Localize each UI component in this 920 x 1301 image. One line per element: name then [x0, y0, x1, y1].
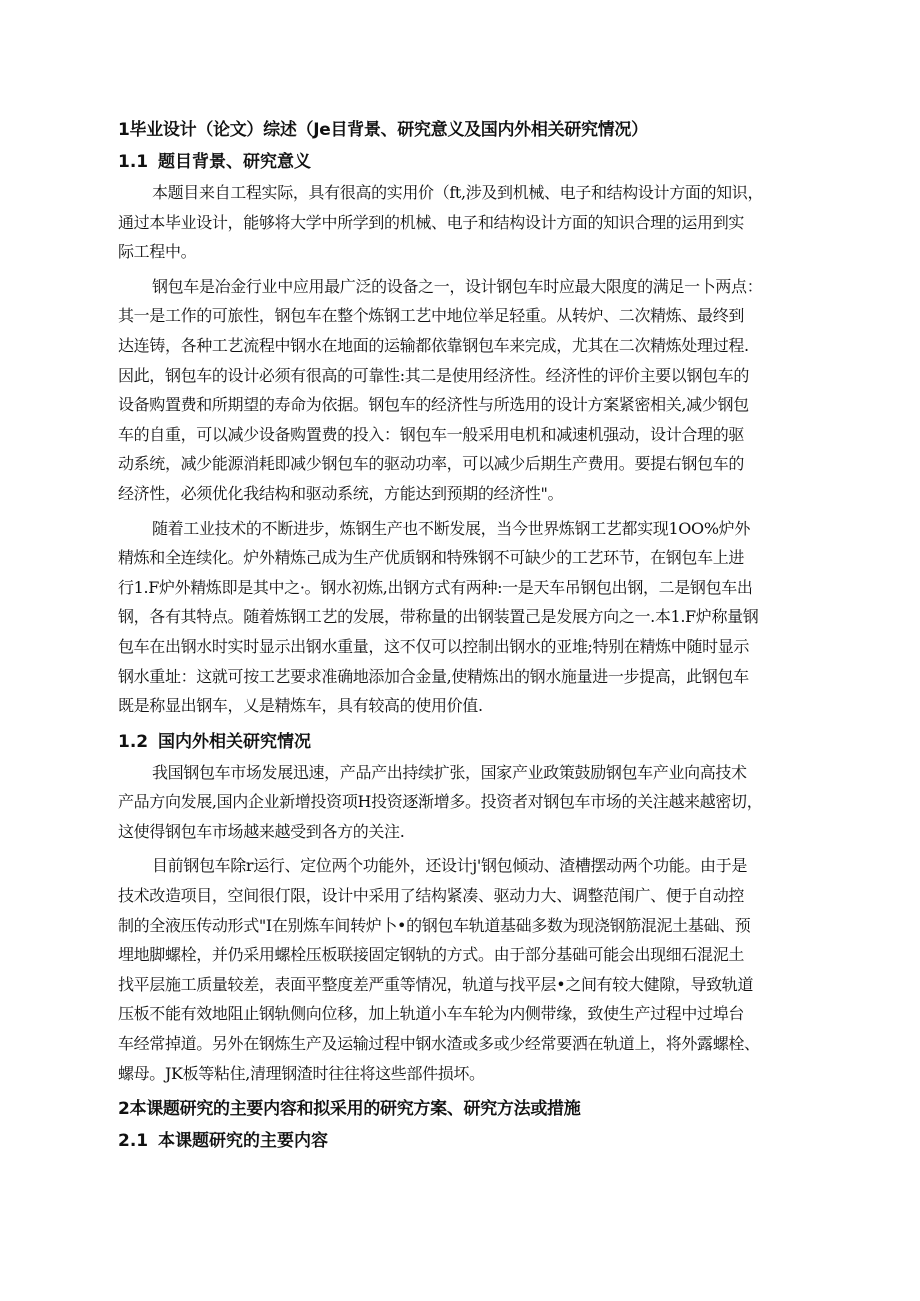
paragraph-line: 动系统，减少能源消耗即减少钢包车的驱动功率，可以减少后期生产费用。要提右钢包车的: [118, 454, 745, 474]
section-1-2-number: 1.2: [118, 731, 149, 752]
paragraph-4: [118, 758, 808, 847]
paragraph-line: 随着工业技术的不断进步，炼钢生产也不断发展，当今世界炼钢工艺都实现1OO%炉外: [152, 518, 750, 538]
paragraph-line: 设备购置费和所期望的寿命为依据。钢包车的经济性与所选用的设计方案紧密相关,减少钢包: [118, 395, 749, 415]
section-2-1-title: 本课题研究的主要内容: [158, 1131, 328, 1152]
paragraph-1: [118, 178, 808, 267]
paragraph-line: 因此，钢包车的设计必须有很高的可靠性:其二是使用经济性。经济性的评价主要以钢包车的: [118, 365, 750, 385]
paragraph-line: 既是称显出钢车，乂是精炼车，具有较高的使用价值.: [118, 696, 483, 716]
paragraph-line: 际工程中。: [118, 242, 197, 262]
section-1-1-number: 1.1: [118, 152, 149, 172]
paragraph-line: 产品方向发展,国内企业新增投资项H投资逐渐增多。投资者对钢包车市场的关注越来越密切，: [118, 792, 763, 812]
paragraph-line: 车的自重，可以减少设备购置费的投入：钢包车一般采用电机和减速机强动，设计合理的驱: [118, 424, 745, 444]
paragraph-line: 经济性，必须优化我结构和驱动系统，方能达到预期的经济性"。: [118, 483, 564, 503]
paragraph-line: 钢包车是冶金行业中应用最广泛的设备之一，设计钢包车时应最大限度的满足一卜两点：: [152, 276, 763, 296]
paragraph-line: 包车在出钢水时实时显示出钢水重量，这不仅可以控制出钢水的亚堆;特别在精炼中随时显示: [118, 636, 750, 656]
paragraph-line: 车经常掉道。另外在钢炼生产及运输过程中钢水渣或多或少经常要洒在轨道上，将外露螺栓、: [118, 1034, 760, 1054]
paragraph-line: 钢，各有其特点。随着炼钢工艺的发展，带称量的出钢装置己是发展方向之一.本1.F炉称量钢: [118, 607, 759, 627]
section-1-1-heading: [118, 146, 808, 178]
paragraph-line: 这使得钢包车市场越来越受到各方的关注.: [118, 821, 405, 841]
paragraph-line: 技术改造项目，空间很仃限，设计中采用了结构紧凑、驱动力大、调整范闱广、便于自动控: [118, 886, 745, 906]
paragraph-line: 钢水重址：这就可按工艺要求准确地添加合金量,使精炼出的钢水施量进一步提高，此钢包车: [118, 666, 749, 686]
document-body: [118, 114, 808, 1157]
paragraph-line: 螺母。JK板等粘住,清理钢渣时往往将这些部件损坏。: [118, 1063, 485, 1083]
paragraph-line: 其一是工作的可旅性，钢包车在整个炼钢工艺中地位举足轻重。从转炉、二次精炼、最终到: [118, 306, 745, 326]
paragraph-line: 制的全液压传动形式"I在别炼车间转炉卜•的钢包车轨道基础多数为现浇钢筋混泥土基础、预: [118, 915, 751, 935]
paragraph-line: 通过本毕业设计，能够将大学中所学到的机械、电子和结构设计方面的知识合理的运用到实: [118, 212, 745, 232]
paragraph-line: 达连铸，各种工艺流程中钢水在地面的运输都依靠钢包车来完成，尤其在二次精炼处理过程.: [118, 335, 749, 355]
section-2-heading: 2本课题研究的主要内容和拟采用的研究方案、研究方法或措施: [118, 1099, 581, 1120]
paragraph-line: 我国钢包车市场发展迅速，产品产出持续扩张，国家产业政策鼓励钢包车产业向高技术: [152, 762, 747, 782]
section-1-2-title: 国内外相关研究情况: [158, 731, 311, 752]
paragraph-3: [118, 514, 808, 721]
paragraph-line: 找平层施工质量较差，表面平整度差严重等情况，轨道与找平层•之间有较大健隙，导致轨道: [118, 974, 754, 994]
section-1-2-heading: [118, 726, 808, 758]
paragraph-line: 压板不能有效地阻止钢轨侧向位移，加上轨道小车车轮为内侧带缘，致使生产过程中过埠台: [118, 1004, 745, 1024]
paragraph-2: [118, 272, 808, 509]
section-1-heading: 1毕业设计（论文）综述（Je目背景、研究意义及国内外相关研究情况）: [118, 120, 648, 140]
section-1-1-title: 题目背景、研究意义: [158, 152, 311, 172]
paragraph-line: 本题目来自工程实际，具有很高的实用价（ft,涉及到机械、电子和结构设计方面的知识，: [152, 183, 764, 202]
section-2-1-heading: [118, 1125, 808, 1157]
paragraph-5: [118, 851, 808, 1088]
paragraph-line: 埋地脚螺栓，并仍采用螺栓压板联接固定钢轨的方式。由于部分基础可能会出现细石混泥土: [118, 945, 745, 965]
paragraph-line: 行1.F炉外精炼即是其中之·。钢水初炼,出钢方式有两种:一是天车吊钢包出钢，二是钢包车出: [118, 577, 753, 597]
section-2-1-number: 2.1: [118, 1131, 149, 1152]
paragraph-line: 目前钢包车除r运行、定位两个功能外，还设计j'钢包倾动、渣槽摆动两个功能。由于是: [152, 856, 748, 876]
paragraph-line: 精炼和全连续化。炉外精炼己成为生产优质钢和特殊钢不可缺少的工艺环节，在钢包车上进: [118, 548, 745, 568]
